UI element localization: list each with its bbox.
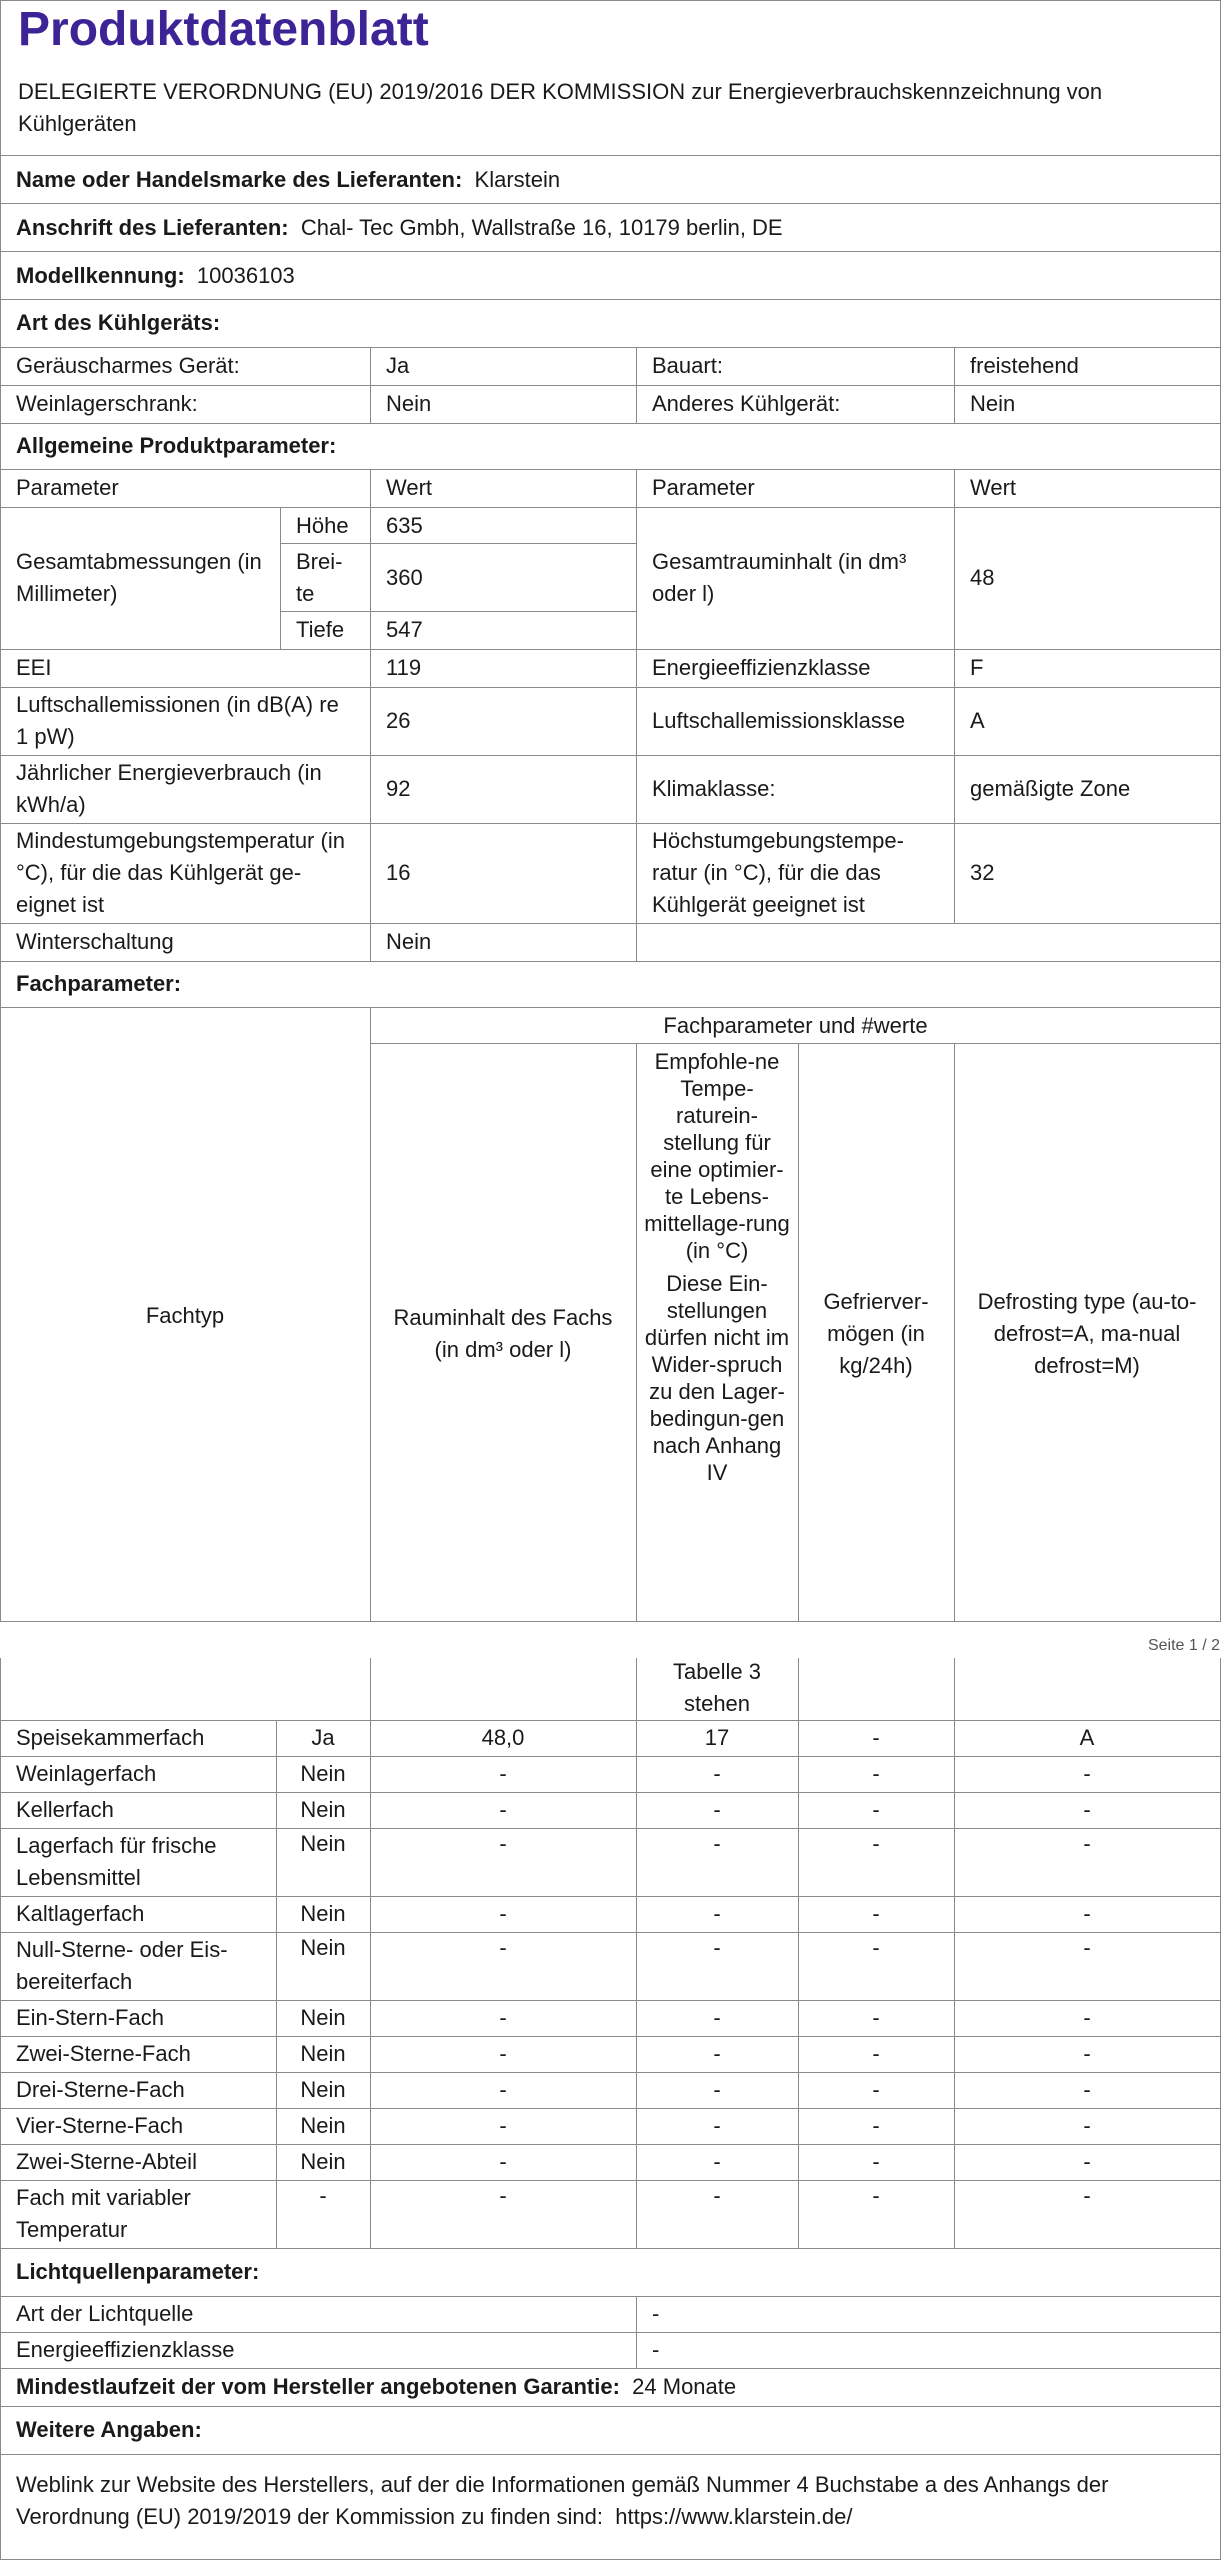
- fach-name: Speisekammerfach: [16, 1725, 205, 1750]
- fach-present: Nein: [300, 1935, 346, 1960]
- general-label-2: Höchstumgebungstempe-ratur (in °C), für die das Kühlgerät geeignet ist: [652, 828, 904, 917]
- fach-defrost: -: [1083, 1831, 1091, 1856]
- fach-name: Weinlagerfach: [16, 1761, 157, 1786]
- general-label-1: Jährlicher Energieverbrauch (in kWh/a): [16, 760, 322, 817]
- fach-volume: -: [499, 2041, 507, 2066]
- fach-row: [0, 1932, 1221, 2000]
- warranty-row: [0, 2368, 1221, 2406]
- fach-temp: -: [713, 2149, 721, 2174]
- general-value-1: 26: [386, 708, 411, 733]
- fach-header: [0, 1007, 1221, 1622]
- temp-header-c: Tabelle 3 stehen: [672, 1659, 762, 1716]
- rauminhalt-header: Rauminhalt des Fachs (in dm³ oder l): [393, 1304, 613, 1362]
- fach-header-continuation: [0, 1658, 1221, 1720]
- light-row: [0, 2332, 1221, 2368]
- fach-temp: -: [713, 2041, 721, 2066]
- height-value: 635: [386, 513, 423, 538]
- page-break: [0, 1622, 1224, 1658]
- fach-heading-row: [0, 961, 1221, 1007]
- fach-row: [0, 1756, 1221, 1792]
- fach-heading: Fachparameter:: [16, 971, 182, 996]
- fach-row: [0, 1720, 1221, 1756]
- fach-present: Nein: [300, 2005, 346, 2030]
- general-value-1: 16: [386, 860, 411, 885]
- fach-volume: -: [499, 2005, 507, 2030]
- general-value-1: 119: [386, 655, 422, 680]
- fach-volume: -: [499, 1797, 507, 1822]
- dimensions-block: [0, 507, 1221, 649]
- fach-row: [0, 2108, 1221, 2144]
- fach-name: Kellerfach: [16, 1797, 114, 1822]
- fach-name: Vier-Sterne-Fach: [16, 2113, 184, 2138]
- fach-row: [0, 2072, 1221, 2108]
- fach-temp: -: [713, 2077, 721, 2102]
- fach-row: [0, 2000, 1221, 2036]
- fach-row: [0, 2144, 1221, 2180]
- fach-defrost: -: [1083, 2041, 1091, 2066]
- warranty-label: Mindestlaufzeit der vom Hersteller angebotenen Garantie:: [16, 2374, 620, 2399]
- fach-volume: 48,0: [481, 1725, 525, 1750]
- fach-gefrier: -: [872, 2041, 880, 2066]
- general-label-1: Mindestumgebungstemperatur (in °C), für die das Kühlgerät ge-eignet ist: [16, 828, 345, 917]
- fach-gefrier: -: [872, 1901, 880, 1926]
- general-row: [0, 649, 1221, 687]
- fach-volume: -: [499, 2113, 507, 2138]
- light-label: Energieeffizienzklasse: [16, 2337, 235, 2362]
- general-label-2: Klimaklasse:: [652, 776, 776, 801]
- volume-value: 48: [970, 565, 995, 590]
- fach-gefrier: -: [872, 1797, 880, 1822]
- supplier-label: Name oder Handelsmarke des Lieferanten:: [16, 167, 463, 192]
- light-row: [0, 2296, 1221, 2332]
- fach-name: Zwei-Sterne-Abteil: [16, 2149, 197, 2174]
- fach-present: Nein: [300, 1761, 346, 1786]
- winter-label: Winterschaltung: [16, 929, 174, 954]
- fach-defrost: -: [1083, 1935, 1091, 1960]
- header-value-1: Wert: [386, 475, 433, 500]
- depth-label: Tiefe: [296, 617, 345, 642]
- address-value: Chal- Tec Gmbh, Wallstraße 16, 10179 berlin, DE: [300, 215, 783, 240]
- type-label-2: Bauart:: [652, 353, 723, 378]
- page-number: Seite 1 / 2: [1147, 1637, 1220, 1654]
- fach-volume: -: [499, 1761, 507, 1786]
- fach-volume: -: [499, 1901, 507, 1926]
- fach-temp: -: [713, 1761, 721, 1786]
- fach-row: [0, 1792, 1221, 1828]
- fach-volume: -: [499, 2077, 507, 2102]
- fach-volume: -: [499, 2149, 507, 2174]
- general-label-1: EEI: [16, 655, 52, 680]
- general-label-1: Luftschallemissionen (in dB(A) re 1 pW): [16, 692, 339, 749]
- light-label: Art der Lichtquelle: [16, 2301, 194, 2326]
- address-row: [0, 203, 1221, 251]
- fach-gefrier: -: [872, 2183, 880, 2208]
- fach-temp: -: [713, 1831, 721, 1856]
- width-label: Brei-te: [296, 549, 343, 606]
- height-label: Höhe: [296, 513, 349, 538]
- fach-name: Null-Sterne- oder Eis-bereiterfach: [16, 1937, 228, 1994]
- model-value: 10036103: [196, 263, 295, 288]
- fach-row: [0, 2180, 1221, 2248]
- fach-present: Nein: [300, 2041, 346, 2066]
- volume-label: Gesamtrauminhalt (in dm³ oder l): [652, 549, 907, 606]
- fach-row: [0, 2036, 1221, 2072]
- type-heading-row: [0, 299, 1221, 347]
- fach-gefrier: -: [872, 1935, 880, 1960]
- type-label-1: Weinlagerschrank:: [16, 391, 198, 416]
- fach-present: -: [319, 2183, 327, 2208]
- supplier-value: Klarstein: [474, 167, 561, 192]
- header-parameter-2: Parameter: [652, 475, 755, 500]
- fach-name: Zwei-Sterne-Fach: [16, 2041, 191, 2066]
- fach-defrost: -: [1083, 2149, 1091, 2174]
- depth-value: 547: [386, 617, 423, 642]
- fach-present: Nein: [300, 2077, 346, 2102]
- fach-group-header: Fachparameter und #werte: [663, 1013, 928, 1038]
- fach-temp: -: [713, 2005, 721, 2030]
- type-value-1: Ja: [386, 353, 410, 378]
- fach-defrost: A: [1079, 1725, 1095, 1750]
- general-value-2: A: [970, 708, 985, 733]
- type-value-2: freistehend: [970, 353, 1079, 378]
- defrost-header: Defrosting type (au-to-defrost=A, ma-nual defrost=M): [977, 1288, 1197, 1378]
- fach-gefrier: -: [872, 1761, 880, 1786]
- header-parameter-1: Parameter: [16, 475, 119, 500]
- more-heading: Weitere Angaben:: [16, 2417, 202, 2442]
- type-row: [0, 385, 1221, 423]
- page-title: Produktdatenblatt: [18, 3, 429, 56]
- fach-defrost: -: [1083, 2183, 1091, 2208]
- more-heading-row: [0, 2406, 1221, 2454]
- address-label: Anschrift des Lieferanten:: [16, 215, 289, 240]
- temp-header-b: Diese Ein-stellungen dürfen nicht im Wider-spruch zu den Lager-bedingun-gen nach Anhang IV: [644, 1271, 790, 1485]
- warranty-value: 24 Monate: [632, 2374, 737, 2399]
- weblink-text: Weblink zur Website des Herstellers, auf der die Informationen gemäß Nummer 4 Buchstabe a des Anhangs der Verordnung (EU) 2019/2019 der Kommission zu finden sind:: [16, 2472, 1109, 2529]
- type-heading: Art des Kühlgeräts:: [16, 310, 221, 335]
- general-heading-row: [0, 423, 1221, 469]
- fachtyp-header: Fachtyp: [145, 1302, 225, 1328]
- fach-temp: -: [713, 2183, 721, 2208]
- general-row: [0, 755, 1221, 823]
- fach-temp: -: [713, 1901, 721, 1926]
- fach-gefrier: -: [872, 1831, 880, 1856]
- fach-defrost: -: [1083, 1901, 1091, 1926]
- general-value-1: 92: [386, 776, 411, 801]
- fach-gefrier: -: [872, 2113, 880, 2138]
- supplier-row: [0, 155, 1221, 203]
- general-value-2: gemäßigte Zone: [970, 776, 1131, 801]
- fach-name: Kaltlagerfach: [16, 1901, 145, 1926]
- type-row: [0, 347, 1221, 385]
- type-label-2: Anderes Kühlgerät:: [652, 391, 841, 416]
- fach-row: [0, 1828, 1221, 1896]
- fach-name: Lagerfach für frische Lebensmittel: [16, 1833, 217, 1890]
- light-heading-row: [0, 2248, 1221, 2296]
- fach-name: Fach mit variabler Temperatur: [16, 2185, 191, 2242]
- fach-name: Drei-Sterne-Fach: [16, 2077, 185, 2102]
- model-label: Modellkennung:: [16, 263, 185, 288]
- fach-present: Nein: [300, 1901, 346, 1926]
- temp-header-a: Empfohle-ne Tempe-raturein-stellung für eine optimier-te Lebens-mittellage-rung (in °C): [644, 1049, 790, 1263]
- type-label-1: Geräuscharmes Gerät:: [16, 353, 240, 378]
- fach-defrost: -: [1083, 1797, 1091, 1822]
- fach-defrost: -: [1083, 2113, 1091, 2138]
- winter-row: [0, 923, 1221, 961]
- fach-volume: -: [499, 1831, 507, 1856]
- light-value: -: [652, 2337, 660, 2362]
- general-label-2: Luftschallemissionsklasse: [652, 708, 906, 733]
- fach-volume: -: [499, 2183, 507, 2208]
- winter-value: Nein: [386, 929, 432, 954]
- fach-present: Nein: [300, 2113, 346, 2138]
- fach-present: Nein: [300, 1797, 346, 1822]
- weblink-url[interactable]: https://www.klarstein.de/: [615, 2504, 853, 2529]
- fach-defrost: -: [1083, 2077, 1091, 2102]
- fach-temp: -: [713, 1797, 721, 1822]
- fach-name: Ein-Stern-Fach: [16, 2005, 164, 2030]
- fach-temp: -: [713, 1935, 721, 1960]
- general-value-2: 32: [970, 860, 995, 885]
- general-header-row: [0, 469, 1221, 507]
- width-value: 360: [386, 565, 423, 590]
- light-heading: Lichtquellenparameter:: [16, 2259, 260, 2284]
- general-row: [0, 687, 1221, 755]
- dimensions-label: Gesamtabmessungen (in Millimeter): [16, 549, 262, 606]
- weblink-row: [0, 2454, 1221, 2560]
- general-row: [0, 823, 1221, 923]
- fach-gefrier: -: [872, 2077, 880, 2102]
- fach-present: Nein: [300, 2149, 346, 2174]
- type-value-1: Nein: [386, 391, 432, 416]
- light-value: -: [652, 2301, 660, 2326]
- general-heading: Allgemeine Produktparameter:: [16, 433, 337, 458]
- fach-gefrier: -: [872, 2149, 880, 2174]
- gefrier-header: Gefrierver-mögen (in kg/24h): [823, 1288, 929, 1378]
- fach-defrost: -: [1083, 2005, 1091, 2030]
- fach-defrost: -: [1083, 1761, 1091, 1786]
- general-label-2: Energieeffizienzklasse: [652, 655, 871, 680]
- fach-present: Ja: [311, 1725, 335, 1750]
- fach-gefrier: -: [872, 1725, 880, 1750]
- regulation-subtitle: DELEGIERTE VERORDNUNG (EU) 2019/2016 DER KOMMISSION zur Energieverbrauchskennzeichnung von Kühlgeräten: [18, 79, 1103, 136]
- general-value-2: F: [970, 655, 984, 680]
- header-value-2: Wert: [970, 475, 1017, 500]
- fach-temp: -: [713, 2113, 721, 2138]
- type-value-2: Nein: [970, 391, 1016, 416]
- fach-present: Nein: [300, 1831, 346, 1856]
- fach-volume: -: [499, 1935, 507, 1960]
- model-row: [0, 251, 1221, 299]
- fach-row: [0, 1896, 1221, 1932]
- fach-gefrier: -: [872, 2005, 880, 2030]
- fach-temp: 17: [704, 1725, 730, 1750]
